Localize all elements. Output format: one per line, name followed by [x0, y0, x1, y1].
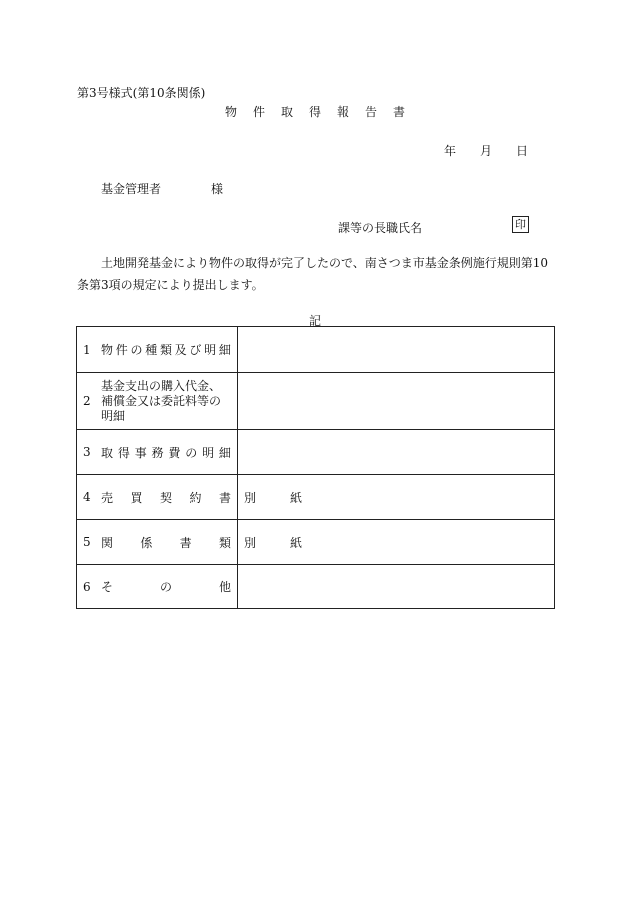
table-row — [77, 430, 555, 475]
details-table — [76, 326, 555, 609]
value-char: 紙 — [290, 535, 303, 550]
label-char: 細 — [218, 445, 231, 460]
row-label-4 — [77, 475, 238, 520]
title-char: 取 — [280, 105, 293, 119]
addressee-honorific: 様 — [211, 182, 224, 196]
table-row — [77, 373, 555, 430]
label-char: の — [185, 445, 198, 460]
row-value-2[interactable] — [238, 373, 555, 430]
label-char: 事 — [134, 445, 147, 460]
row-number: 5 — [83, 535, 91, 549]
addressee-name: 基金管理者 — [101, 182, 162, 196]
label-char: 明 — [204, 343, 217, 357]
row-value-6[interactable] — [238, 565, 555, 609]
title-char: 報 — [337, 105, 350, 119]
title-char: 得 — [308, 105, 321, 119]
label-char: の — [159, 580, 172, 594]
value-char: 別 — [244, 535, 257, 550]
form-number-label: 第3号様式(第10条関係) — [77, 86, 206, 100]
label-char: 取 — [101, 445, 114, 460]
row-label-1 — [77, 327, 238, 373]
body-text: 土地開発基金により物件の取得が完了したので、南さつま市基金条例施行規則第10条第3項の規定により提出します。 — [77, 256, 549, 292]
document-title — [0, 103, 630, 120]
row-label-5 — [77, 520, 238, 565]
value-char: 紙 — [290, 490, 303, 505]
label-char: 務 — [151, 445, 164, 460]
label-char: 類 — [218, 535, 231, 550]
date-year: 年 — [444, 144, 457, 158]
row-value-5[interactable] — [238, 520, 555, 565]
label-char: 契 — [159, 490, 172, 505]
label-char: 売 — [101, 490, 114, 505]
date-day: 日 — [516, 144, 529, 158]
label-char: 買 — [130, 490, 143, 505]
row-label-text — [101, 444, 231, 461]
label-char: 係 — [140, 535, 153, 550]
row-label-2 — [77, 373, 238, 430]
table-row — [77, 520, 555, 565]
label-char: そ — [101, 580, 114, 594]
row-label-text — [101, 489, 231, 506]
row-number: 6 — [83, 579, 91, 594]
label-char: 費 — [168, 445, 181, 460]
table-row — [77, 327, 555, 373]
label-char: 件 — [115, 343, 128, 357]
sender-label: 課等の長職氏名 — [338, 221, 423, 235]
row-label-6 — [77, 565, 238, 609]
row-label-3 — [77, 430, 238, 475]
row-number: 2 — [83, 394, 91, 408]
label-char: 他 — [218, 580, 231, 594]
label-char: 明 — [202, 445, 215, 460]
label-char: の — [130, 343, 143, 357]
label-char: 及 — [174, 343, 187, 357]
row-value-1[interactable] — [238, 327, 555, 373]
label-char: 約 — [189, 490, 202, 505]
label-char: 書 — [179, 535, 192, 550]
value-char: 別 — [244, 490, 257, 505]
table-row — [77, 475, 555, 520]
title-char: 物 — [224, 105, 237, 119]
row-value-4[interactable] — [238, 475, 555, 520]
row-value-3[interactable] — [238, 430, 555, 475]
date-line — [444, 142, 528, 159]
label-char: 書 — [218, 490, 231, 505]
title-char: 件 — [252, 105, 265, 119]
date-month: 月 — [480, 144, 493, 158]
row-label-text — [101, 341, 231, 358]
row-label-text — [101, 534, 231, 551]
row-label-text: 基金支出の購入代金、補償金又は委託料等の明細 — [101, 378, 222, 423]
addressee — [101, 180, 223, 197]
label-char: 細 — [218, 343, 231, 357]
label-char: び — [189, 343, 202, 357]
title-char: 書 — [393, 105, 406, 119]
row-number: 3 — [83, 445, 91, 459]
label-char: 得 — [117, 445, 130, 460]
label-char: 種 — [145, 343, 158, 357]
row-number: 4 — [83, 490, 91, 504]
label-char: 関 — [101, 535, 114, 550]
label-char: 類 — [159, 343, 172, 357]
row-label-text — [101, 578, 231, 595]
table-row — [77, 565, 555, 609]
seal-mark: 印 — [512, 216, 529, 233]
row-number: 1 — [83, 342, 91, 357]
ki-heading: 記 — [308, 314, 321, 328]
title-char: 告 — [365, 105, 378, 119]
label-char: 物 — [101, 343, 114, 357]
